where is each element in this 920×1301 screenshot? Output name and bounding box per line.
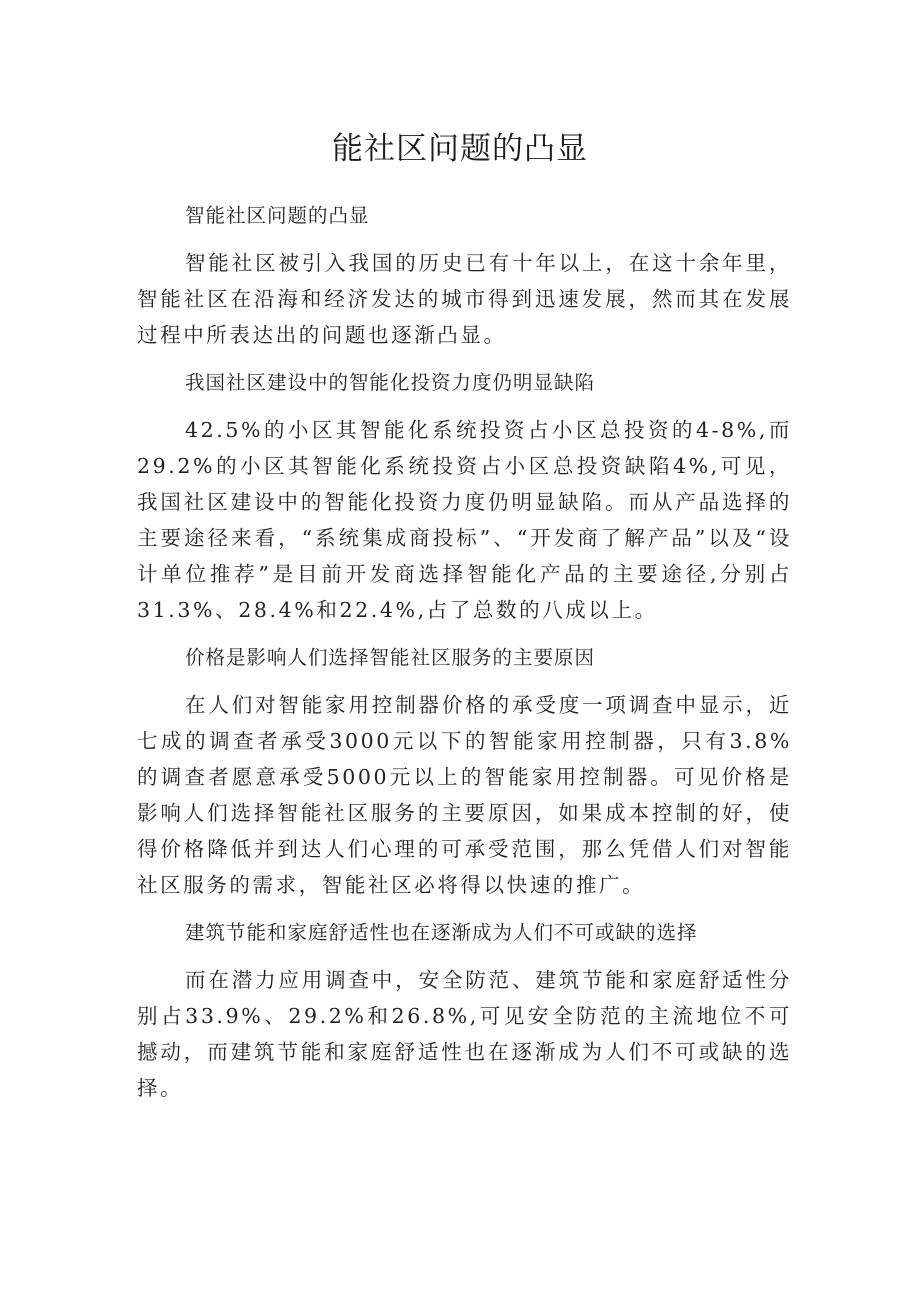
document-body [137, 198, 792, 1106]
section-paragraph: 在人们对智能家用控制器价格的承受度一项调查中显示，近七成的调查者承受3000元以下的智能家用控制器，只有3.8%的调查者愿意承受5000元以上的智能家用控制器。可见价格是影响人们选择智能社区服务的主要原因，如果成本控制的好，使得价格降低并到达人们心理的可承受范围，那么凭借人们对智能社区服务的需求，智能社区必将得以快速的推广。 [137, 693, 792, 897]
document-title: 能社区问题的凸显 [332, 131, 588, 167]
section-heading: 价格是影响人们选择智能社区服务的主要原因 [185, 646, 596, 669]
section-heading: 智能社区问题的凸显 [185, 204, 370, 227]
section-paragraph: 智能社区被引入我国的历史已有十年以上，在这十余年里，智能社区在沿海和经济发达的城市得到迅速发展，然而其在发展过程中所表达出的问题也逐渐凸显。 [137, 251, 792, 347]
section-paragraph: 而在潜力应用调查中，安全防范、建筑节能和家庭舒适性分别占33.9%、29.2%和26.8%,可见安全防范的主流地位不可撼动，而建筑节能和家庭舒适性也在逐渐成为人们不可或缺的选择。 [137, 968, 792, 1100]
section-heading: 建筑节能和家庭舒适性也在逐渐成为人们不可或缺的选择 [185, 921, 698, 944]
section-paragraph: 42.5%的小区其智能化系统投资占小区总投资的4-8%,而29.2%的小区其智能化系统投资占小区总投资缺陷4%,可见，我国社区建设中的智能化投资力度仍明显缺陷。而从产品选择的主要途径来看，“系统集成商投标”、“开发商了解产品”以及“设计单位推荐”是目前开发商选择智能化产品的主要途径,分别占31.3%、28.4%和22.4%,占了总数的八成以上。 [137, 418, 792, 622]
section-heading: 我国社区建设中的智能化投资力度仍明显缺陷 [185, 371, 596, 394]
